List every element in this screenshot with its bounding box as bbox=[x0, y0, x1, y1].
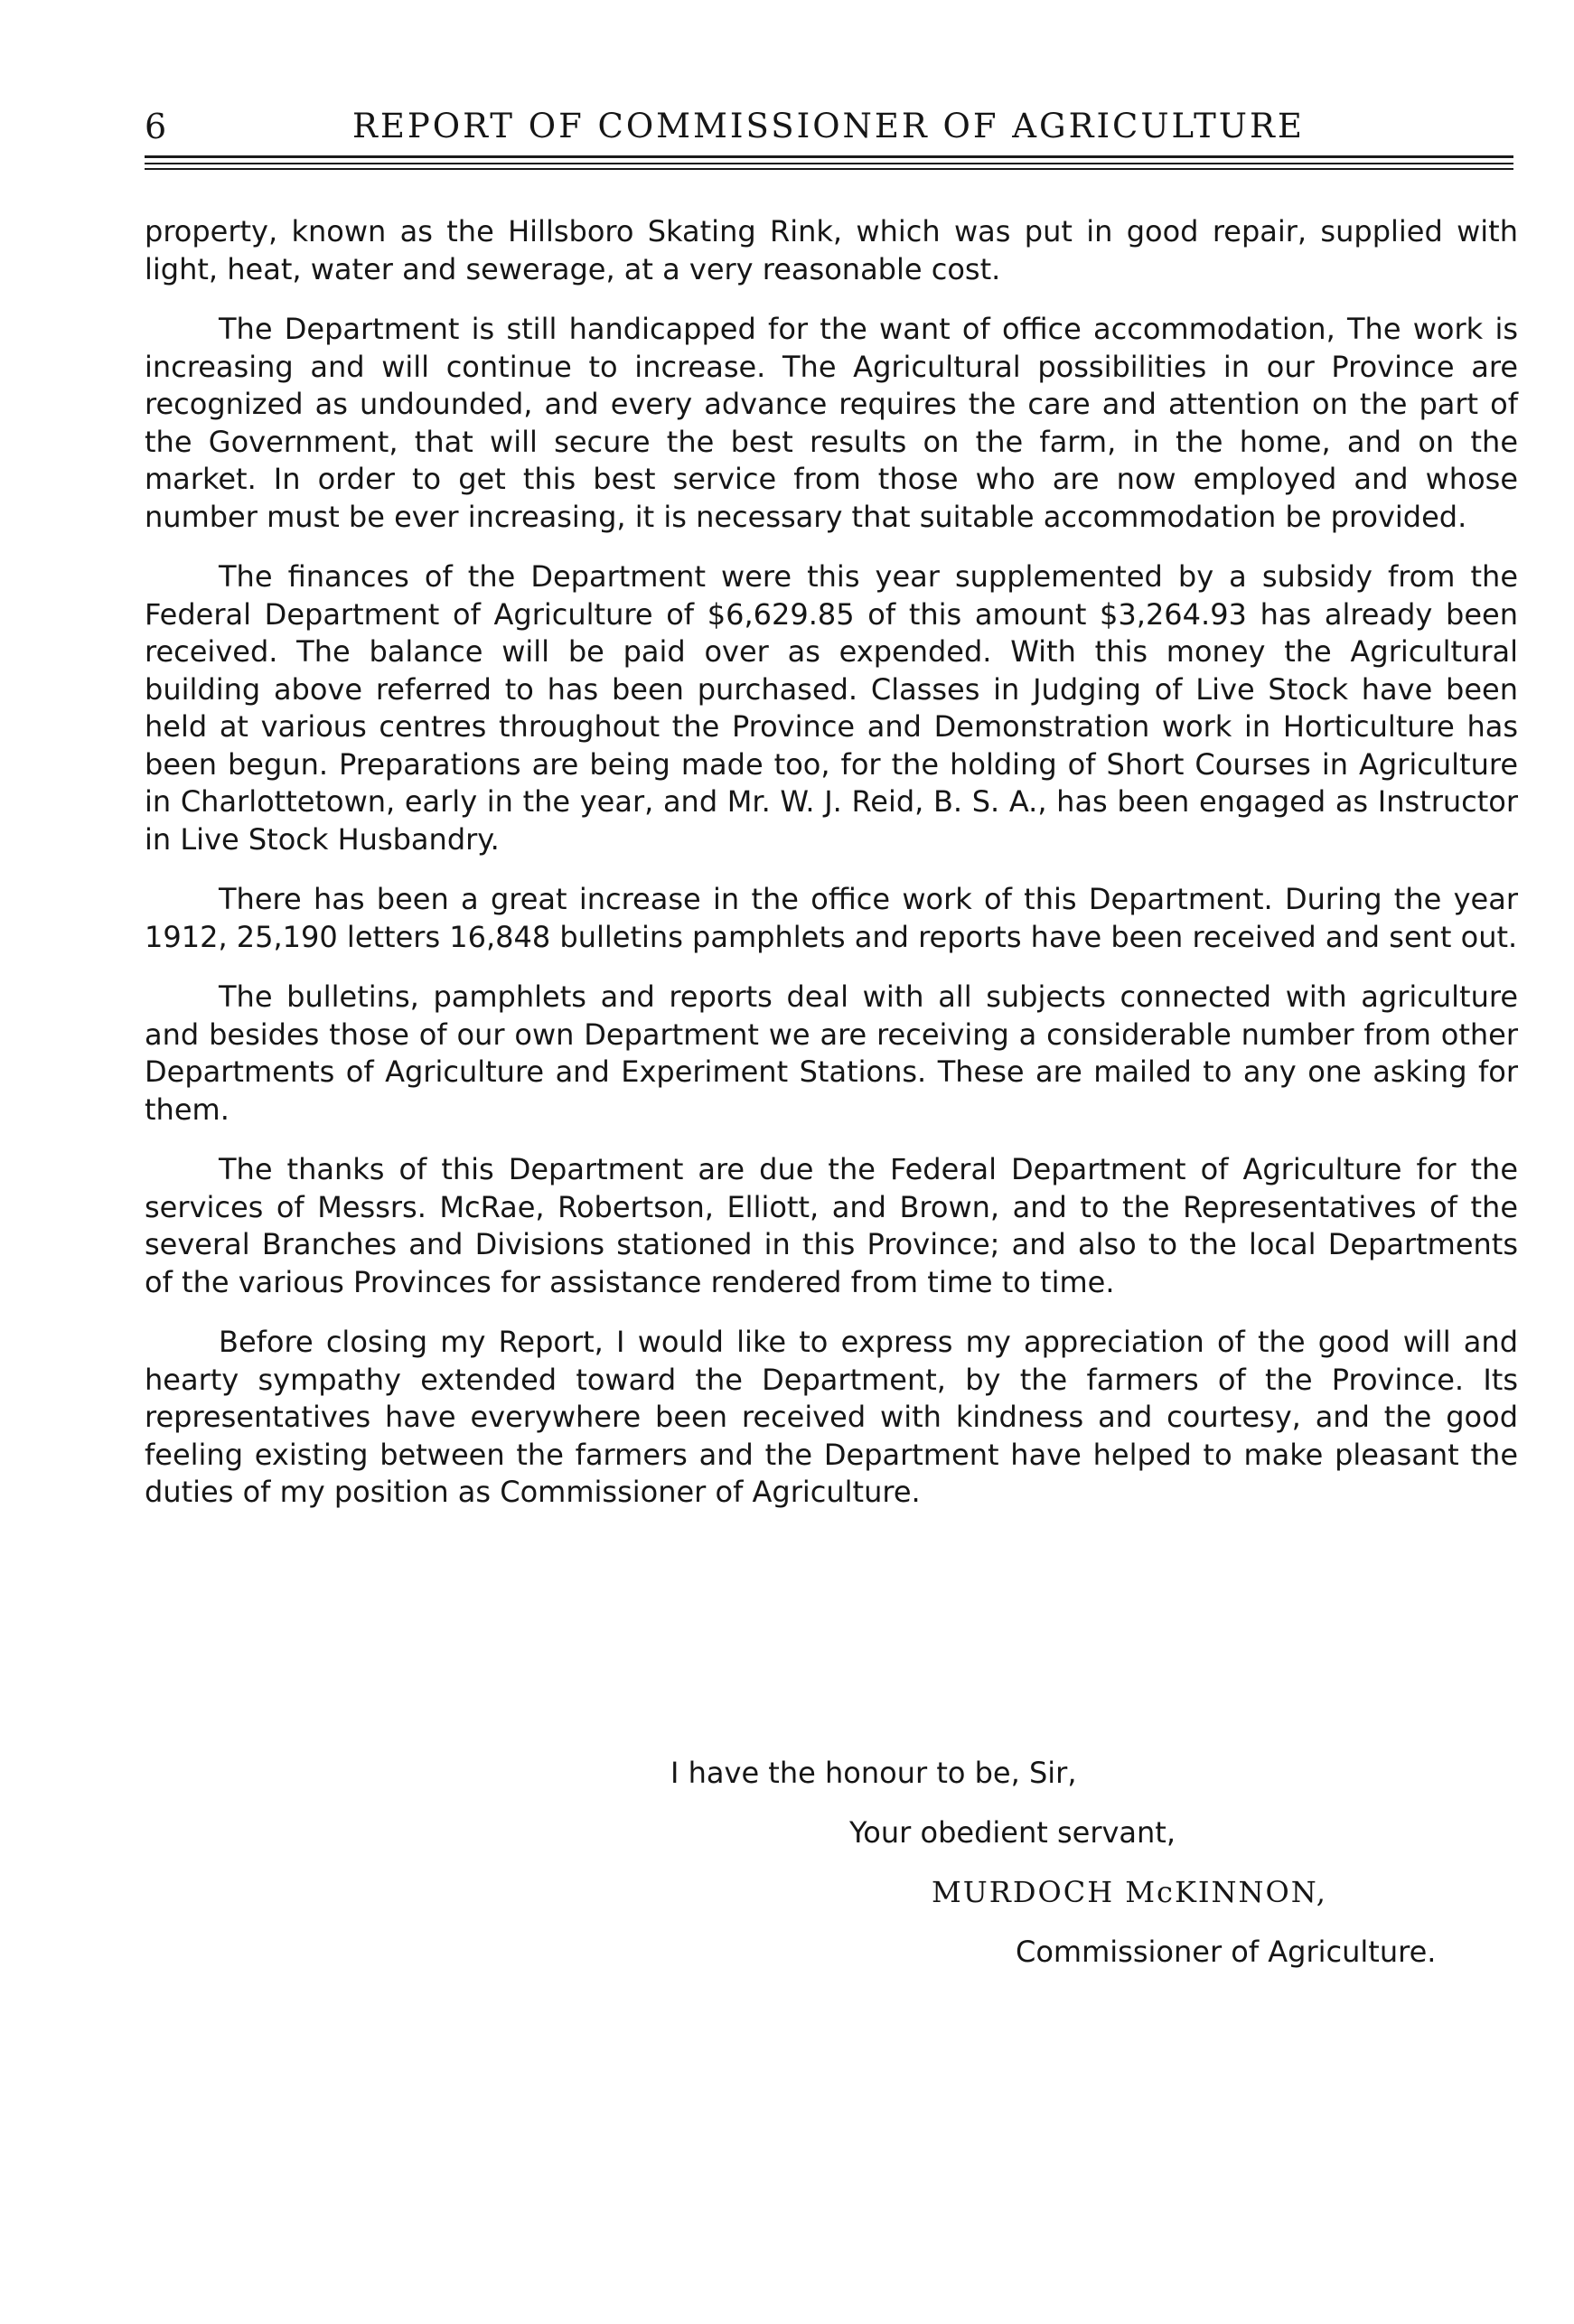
signature-title: Commissioner of Agriculture. bbox=[1016, 1935, 1437, 1969]
running-title: REPORT OF COMMISSIONER OF AGRICULTURE bbox=[352, 107, 1305, 145]
page-header bbox=[145, 104, 1513, 149]
header-rule-middle bbox=[145, 163, 1513, 164]
page-number: 6 bbox=[145, 107, 168, 146]
paragraph-office-work: There has been a great increase in the office work of this Department. During the year 1912, 25,190 letters 16,848 bulletins pamphlets and reports have been received and sent out. bbox=[145, 882, 1518, 954]
paragraph-thanks: The thanks of this Department are due the Federal Department of Agriculture for the services of Messrs. McRae, Robertson, Elliott, and Brown, and to the Representatives of the several Branches and Divisions stationed in this Province; and also to the local Departments of the various Provinces for assistance rendered from time to time. bbox=[145, 1152, 1518, 1299]
header-rule-top bbox=[145, 155, 1513, 158]
paragraph-finances: The finances of the Department were this year supplemented by a subsidy from the Federal Department of Agriculture of $6,629.85 of this amount $3,264.93 has already been received. The balance will be paid over as expended. With this money the Agricultural building above referred to has been purchased. Classes in Judging of Live Stock have been held at various centres throughout the Province and Demonstration work in Horticulture has been begun. Preparations are being made too, for the holding of Short Courses in Agriculture in Charlottetown, early in the year, and Mr. W. J. Reid, B. S. A., has been engaged as Instructor in Live Stock Husbandry. bbox=[145, 559, 1518, 857]
report-body bbox=[145, 213, 1518, 1534]
paragraph-closing-remarks: Before closing my Report, I would like to express my appreciation of the good will and hearty sympathy extended toward the Department, by the farmers of the Province. Its representatives have everywhere been received with kindness and courtesy, and the good feeling existing between the farmers and the Department have helped to make pleasant the duties of my position as Commissioner of Agriculture. bbox=[145, 1325, 1518, 1509]
paragraph-bulletins: The bulletins, pamphlets and reports deal with all subjects connected with agriculture and besides those of our own Department we are receiving a considerable number from other Departments of Agriculture and Experiment Stations. These are mailed to any one asking for them. bbox=[145, 979, 1518, 1127]
header-rule-bottom bbox=[145, 168, 1513, 170]
paragraph-office-accommodation: The Department is still handicapped for the want of office accommodation, The work is increasing and will continue to increase. The Agricultural possibilities in our Province are recognized as undounded, and every advance requires the care and attention on the part of the Government, that will secure the best results on the farm, in the home, and on the market. In order to get this best service from those who are now employed and whose number must be ever increasing, it is necessary that suitable accommodation be provided. bbox=[145, 312, 1518, 534]
paragraph-continuation: property, known as the Hillsboro Skating Rink, which was put in good repair, supplied with light, heat, water and sewerage, at a very reasonable cost. bbox=[145, 214, 1518, 286]
closing-servant: Your obedient servant, bbox=[849, 1815, 1176, 1850]
signature-name: MURDOCH McKINNON, bbox=[932, 1875, 1327, 1909]
closing-salutation: I have the honour to be, Sir, bbox=[670, 1756, 1077, 1790]
